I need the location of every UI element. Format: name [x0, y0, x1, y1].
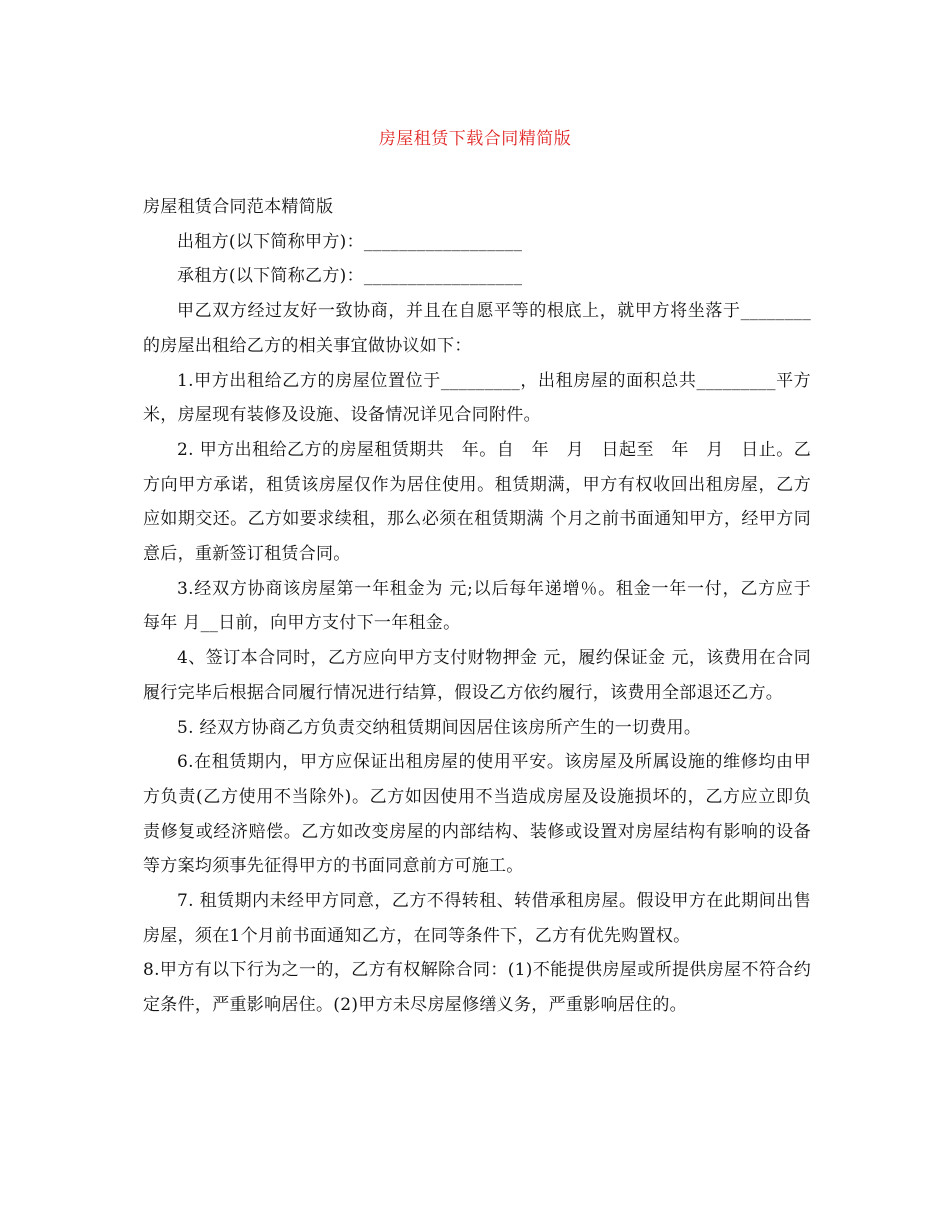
document-subtitle: 房屋租赁合同范本精简版 [143, 197, 334, 217]
clause-4: 4、签订本合同时，乙方应向甲方支付财物押金 元，履约保证金 元，该费用在合同履行完毕后根据合同履行情况进行结算，假设乙方依约履行，该费用全部退还乙方。 [143, 648, 811, 703]
clause-6: 6.在租赁期内，甲方应保证出租房屋的使用平安。该房屋及所属设施的维修均由甲方负责(乙方使用不当除外)。乙方如因使用不当造成房屋及设施损坏的，乙方应立即负责修复或经济赔偿。乙方如改变房屋的内部结构、装修或设置对房屋结构有影响的设备等方案均须事先征得甲方的书面同意前方可施工。 [143, 752, 811, 877]
clause-1: 1.甲方出租给乙方的房屋位置位于_________，出租房屋的面积总共_________平方米，房屋现有装修及设施、设备情况详见合同附件。 [143, 370, 811, 426]
document-body [143, 190, 811, 1023]
clause-8: 8.甲方有以下行为之一的，乙方有权解除合同：(1)不能提供房屋或所提供房屋不符合约定条件，严重影响居住。(2)甲方未尽房屋修缮义务，严重影响居住的。 [143, 960, 811, 1016]
document-title: 房屋租赁下载合同精简版 [378, 129, 572, 149]
clause-5: 5. 经双方协商乙方负责交纳租赁期间因居住该房所产生的一切费用。 [177, 717, 702, 738]
intro-paragraph: 甲乙双方经过友好一致协商，并且在自愿平等的根底上，就甲方将坐落于________的房屋出租给乙方的相关事宜做协议如下： [143, 301, 811, 356]
lessee-line: 承租方(以下简称乙方)：__________________ [177, 266, 523, 287]
clause-2: 2. 甲方出租给乙方的房屋租赁期共 年。自 年 月 日起至 年 月 日止。乙方向甲方承诺，租赁该房屋仅作为居住使用。租赁期满，甲方有权收回出租房屋，乙方应如期交还。乙方如要求续租，那么必须在租赁期满 个月之前书面通知甲方，经甲方同意后，重新签订租赁合同。 [143, 439, 811, 565]
clause-3: 3.经双方协商该房屋第一年租金为 元;以后每年递增％。租金一年一付，乙方应于每年 月__日前，向甲方支付下一年租金。 [143, 578, 811, 634]
lessor-line: 出租方(以下简称甲方)：__________________ [177, 231, 523, 252]
clause-7: 7. 租赁期内未经甲方同意，乙方不得转租、转借承租房屋。假设甲方在此期间出售房屋，须在1个月前书面通知乙方，在同等条件下，乙方有优先购置权。 [143, 891, 811, 946]
